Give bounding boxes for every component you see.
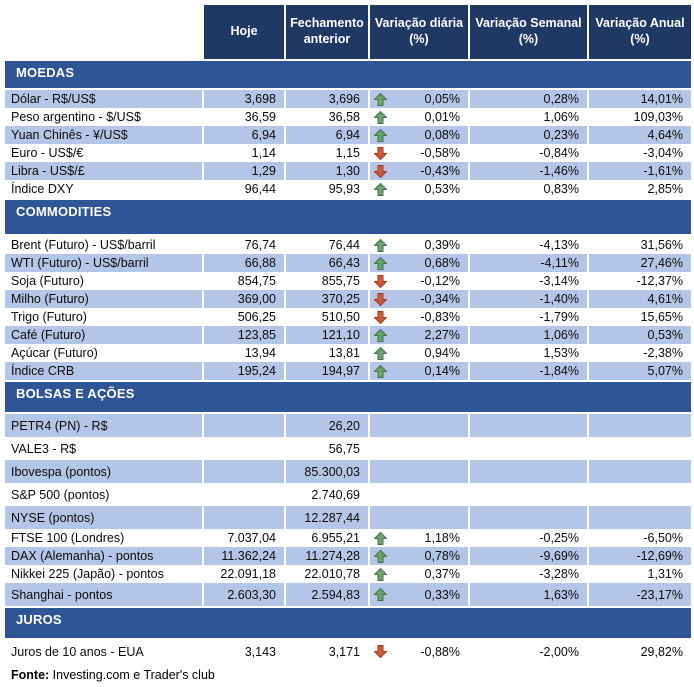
arrow-up-icon bbox=[373, 567, 389, 582]
source-text: Investing.com e Trader's club bbox=[52, 668, 215, 682]
variacao-diaria-cell bbox=[370, 529, 468, 547]
arrow-placeholder bbox=[373, 487, 389, 502]
section-title: MOEDAS bbox=[16, 65, 75, 80]
arrow-up-icon bbox=[373, 328, 389, 343]
arrow-up-icon bbox=[373, 364, 389, 379]
arrow-up-icon bbox=[373, 346, 389, 361]
hoje-cell: 123,85 bbox=[204, 326, 284, 344]
row-label-cell: Nikkei 225 (Japão) - pontos bbox=[11, 567, 164, 581]
variacao-semanal-cell bbox=[470, 483, 587, 506]
row-label-cell: Trigo (Futuro) bbox=[11, 310, 87, 324]
variacao-anual-cell: -6,50% bbox=[643, 531, 683, 545]
fechamento-anterior-cell: 95,93 bbox=[328, 182, 360, 196]
arrow-up-icon bbox=[373, 238, 389, 253]
variacao-anual-cell: 14,01% bbox=[589, 90, 691, 108]
section-header-commodities bbox=[5, 200, 691, 234]
row-label-cell: Dólar - R$/US$ bbox=[5, 90, 202, 108]
table-row bbox=[5, 547, 694, 565]
variacao-semanal-cell: -4,11% bbox=[470, 254, 587, 272]
variacao-semanal-cell: 0,83% bbox=[543, 182, 579, 196]
table-row bbox=[5, 565, 694, 583]
hoje-cell bbox=[204, 460, 284, 483]
row-label-cell: PETR4 (PN) - R$ bbox=[5, 414, 202, 437]
hoje-cell: 66,88 bbox=[204, 254, 284, 272]
table-row bbox=[5, 308, 694, 326]
fechamento-anterior-cell: 3,171 bbox=[328, 644, 360, 659]
hoje-cell: 3,698 bbox=[204, 90, 284, 108]
row-label-cell: Euro - US$/€ bbox=[11, 146, 84, 160]
row-label-cell: VALE3 - R$ bbox=[11, 441, 77, 456]
hoje-cell: 1,14 bbox=[251, 146, 276, 160]
table-row bbox=[5, 236, 694, 254]
fechamento-anterior-cell: 6.955,21 bbox=[311, 531, 360, 545]
header-corner-spacer bbox=[5, 5, 202, 59]
variacao-diaria-cell bbox=[370, 290, 468, 308]
arrow-up-icon bbox=[373, 531, 389, 546]
hoje-cell: 76,74 bbox=[244, 238, 276, 252]
column-header-fechamento-anterior: Fechamento anterior bbox=[286, 5, 368, 59]
table-row bbox=[5, 529, 694, 547]
variacao-anual-cell: 15,65% bbox=[640, 310, 683, 324]
fechamento-anterior-cell: 510,50 bbox=[321, 310, 360, 324]
column-header-variacao-anual: Variação Anual (%) bbox=[589, 5, 691, 59]
arrow-down-icon bbox=[373, 644, 389, 659]
variacao-diaria-cell bbox=[370, 483, 468, 506]
row-label-cell: Juros de 10 anos - EUA bbox=[11, 644, 144, 659]
source-label: Fonte: bbox=[11, 668, 50, 682]
fechamento-anterior-cell: 1,30 bbox=[286, 162, 368, 180]
fechamento-anterior-cell: 66,43 bbox=[286, 254, 368, 272]
arrow-down-icon bbox=[373, 292, 389, 307]
table-row bbox=[5, 126, 694, 144]
variacao-diaria-cell bbox=[370, 565, 468, 583]
row-label-cell: DAX (Alemanha) - pontos bbox=[5, 547, 202, 565]
variacao-semanal-cell: 1,63% bbox=[470, 583, 587, 606]
hoje-cell: 7.037,04 bbox=[227, 531, 276, 545]
variacao-diaria-value: 2,27% bbox=[424, 328, 460, 342]
variacao-diaria-value: -0,12% bbox=[420, 274, 460, 288]
section-header-juros bbox=[5, 608, 691, 638]
column-header-variacao-semanal: Variação Semanal (%) bbox=[470, 5, 587, 59]
fechamento-anterior-cell: 3,696 bbox=[286, 90, 368, 108]
arrow-down-icon bbox=[373, 274, 389, 289]
fechamento-anterior-cell: 11.274,28 bbox=[286, 547, 368, 565]
variacao-diaria-cell bbox=[370, 362, 468, 380]
row-label-cell: Índice DXY bbox=[11, 182, 74, 196]
arrow-down-icon bbox=[373, 146, 389, 161]
row-label-cell: Brent (Futuro) - US$/barril bbox=[11, 238, 156, 252]
hoje-cell: 195,24 bbox=[204, 362, 284, 380]
variacao-semanal-cell: -4,13% bbox=[539, 238, 579, 252]
arrow-down-icon bbox=[373, 164, 389, 179]
variacao-diaria-cell bbox=[370, 90, 468, 108]
hoje-cell: 6,94 bbox=[204, 126, 284, 144]
variacao-semanal-cell: -1,84% bbox=[470, 362, 587, 380]
row-label-cell: Milho (Futuro) bbox=[5, 290, 202, 308]
fechamento-anterior-cell: 1,15 bbox=[335, 146, 360, 160]
table-row bbox=[5, 144, 694, 162]
table-body bbox=[5, 61, 694, 663]
variacao-diaria-cell bbox=[370, 344, 468, 362]
hoje-cell bbox=[204, 483, 284, 506]
hoje-cell: 11.362,24 bbox=[204, 547, 284, 565]
hoje-cell: 36,59 bbox=[244, 110, 276, 124]
variacao-diaria-cell bbox=[370, 254, 468, 272]
variacao-anual-cell bbox=[589, 437, 691, 460]
variacao-diaria-value: 0,05% bbox=[424, 92, 460, 106]
section-title: BOLSAS E AÇÕES bbox=[16, 386, 135, 401]
variacao-semanal-cell bbox=[470, 414, 587, 437]
variacao-diaria-value: -0,88% bbox=[420, 644, 460, 659]
arrow-up-icon bbox=[373, 182, 389, 197]
variacao-anual-cell: -12,69% bbox=[589, 547, 691, 565]
variacao-diaria-value: 0,37% bbox=[424, 567, 460, 581]
fechamento-anterior-cell: 56,75 bbox=[328, 441, 360, 456]
variacao-anual-cell: 4,61% bbox=[589, 290, 691, 308]
hoje-cell: 1,29 bbox=[204, 162, 284, 180]
variacao-anual-cell: 0,53% bbox=[589, 326, 691, 344]
fechamento-anterior-cell: 2.594,83 bbox=[286, 583, 368, 606]
variacao-anual-cell: 5,07% bbox=[589, 362, 691, 380]
variacao-anual-cell: -1,61% bbox=[589, 162, 691, 180]
variacao-semanal-cell: 0,23% bbox=[470, 126, 587, 144]
row-label-cell: Shanghai - pontos bbox=[5, 583, 202, 606]
fechamento-anterior-cell: 2.740,69 bbox=[311, 487, 360, 502]
fechamento-anterior-cell: 6,94 bbox=[286, 126, 368, 144]
row-label-cell: WTI (Futuro) - US$/barril bbox=[5, 254, 202, 272]
variacao-anual-cell: 109,03% bbox=[633, 110, 683, 124]
variacao-anual-cell: 4,64% bbox=[589, 126, 691, 144]
table-row bbox=[5, 254, 694, 272]
arrow-placeholder bbox=[373, 464, 389, 479]
fechamento-anterior-cell: 76,44 bbox=[328, 238, 360, 252]
fechamento-anterior-cell: 13,81 bbox=[328, 346, 360, 360]
table-row bbox=[5, 326, 694, 344]
row-label-cell: Libra - US$/£ bbox=[5, 162, 202, 180]
variacao-diaria-cell bbox=[370, 180, 468, 198]
variacao-diaria-value: 0,08% bbox=[424, 128, 460, 142]
variacao-diaria-value: 1,18% bbox=[424, 531, 460, 545]
hoje-cell: 3,143 bbox=[244, 644, 276, 659]
arrow-up-icon bbox=[373, 587, 389, 602]
table-row bbox=[5, 108, 694, 126]
variacao-anual-cell bbox=[589, 414, 691, 437]
variacao-diaria-cell bbox=[370, 108, 468, 126]
fechamento-anterior-cell: 12.287,44 bbox=[286, 506, 368, 529]
row-label-cell: Ibovespa (pontos) bbox=[5, 460, 202, 483]
table-row bbox=[5, 90, 694, 108]
section-header-bolsas-e-acoes bbox=[5, 382, 691, 412]
variacao-diaria-cell bbox=[370, 144, 468, 162]
arrow-placeholder bbox=[373, 441, 389, 456]
column-header-variacao-diaria: Variação diária (%) bbox=[370, 5, 468, 59]
hoje-cell bbox=[204, 506, 284, 529]
table-row bbox=[5, 162, 694, 180]
variacao-diaria-cell bbox=[370, 236, 468, 254]
row-label-cell: NYSE (pontos) bbox=[5, 506, 202, 529]
variacao-semanal-cell: -0,84% bbox=[539, 146, 579, 160]
source-note bbox=[5, 668, 694, 682]
table-row bbox=[5, 344, 694, 362]
variacao-semanal-cell bbox=[470, 437, 587, 460]
variacao-semanal-cell: 1,06% bbox=[470, 326, 587, 344]
hoje-cell: 506,25 bbox=[237, 310, 276, 324]
hoje-cell: 854,75 bbox=[237, 274, 276, 288]
table-row bbox=[5, 506, 694, 529]
variacao-diaria-cell bbox=[370, 583, 468, 606]
variacao-anual-cell: -12,37% bbox=[636, 274, 683, 288]
fechamento-anterior-cell: 194,97 bbox=[286, 362, 368, 380]
variacao-diaria-cell bbox=[370, 126, 468, 144]
variacao-semanal-cell: -3,28% bbox=[539, 567, 579, 581]
row-label-cell: FTSE 100 (Londres) bbox=[11, 531, 125, 545]
variacao-semanal-cell: 1,53% bbox=[543, 346, 579, 360]
variacao-semanal-cell: -3,14% bbox=[539, 274, 579, 288]
fechamento-anterior-cell: 855,75 bbox=[321, 274, 360, 288]
arrow-up-icon bbox=[373, 549, 389, 564]
arrow-placeholder bbox=[373, 510, 389, 525]
variacao-semanal-cell: -1,46% bbox=[470, 162, 587, 180]
variacao-anual-cell bbox=[589, 506, 691, 529]
row-label-cell: Soja (Futuro) bbox=[11, 274, 84, 288]
table-row bbox=[5, 437, 694, 460]
arrow-up-icon bbox=[373, 128, 389, 143]
variacao-diaria-value: 0,53% bbox=[424, 182, 460, 196]
variacao-anual-cell: -23,17% bbox=[589, 583, 691, 606]
row-label-cell: Açúcar (Futuro) bbox=[11, 346, 98, 360]
hoje-cell: 22.091,18 bbox=[220, 567, 276, 581]
arrow-up-icon bbox=[373, 110, 389, 125]
variacao-semanal-cell bbox=[470, 506, 587, 529]
variacao-semanal-cell: -2,00% bbox=[539, 644, 579, 659]
variacao-diaria-value: 0,01% bbox=[424, 110, 460, 124]
section-title: COMMODITIES bbox=[16, 204, 112, 219]
fechamento-anterior-cell: 121,10 bbox=[286, 326, 368, 344]
fechamento-anterior-cell: 26,20 bbox=[286, 414, 368, 437]
variacao-diaria-value: -0,58% bbox=[420, 146, 460, 160]
variacao-diaria-value: -0,83% bbox=[420, 310, 460, 324]
variacao-anual-cell: 31,56% bbox=[640, 238, 683, 252]
table-row bbox=[5, 640, 694, 663]
variacao-diaria-value: 0,68% bbox=[424, 256, 460, 270]
section-header-moedas bbox=[5, 61, 691, 88]
section-title: JUROS bbox=[16, 612, 62, 627]
variacao-anual-cell bbox=[589, 460, 691, 483]
variacao-diaria-cell bbox=[370, 437, 468, 460]
row-label-cell: Índice CRB bbox=[5, 362, 202, 380]
table-header-row bbox=[5, 5, 694, 59]
variacao-semanal-cell: 1,06% bbox=[543, 110, 579, 124]
variacao-semanal-cell: -0,25% bbox=[539, 531, 579, 545]
arrow-up-icon bbox=[373, 92, 389, 107]
hoje-cell: 369,00 bbox=[204, 290, 284, 308]
fechamento-anterior-cell: 36,58 bbox=[328, 110, 360, 124]
variacao-anual-cell: 2,85% bbox=[647, 182, 683, 196]
row-label-cell: S&P 500 (pontos) bbox=[11, 487, 110, 502]
hoje-cell: 96,44 bbox=[244, 182, 276, 196]
variacao-diaria-value: 0,78% bbox=[424, 549, 460, 563]
variacao-anual-cell: 1,31% bbox=[647, 567, 683, 581]
variacao-semanal-cell: -1,79% bbox=[539, 310, 579, 324]
row-label-cell: Yuan Chinês - ¥/US$ bbox=[5, 126, 202, 144]
variacao-semanal-cell: 0,28% bbox=[470, 90, 587, 108]
variacao-diaria-value: 0,39% bbox=[424, 238, 460, 252]
variacao-diaria-value: 0,14% bbox=[424, 364, 460, 378]
hoje-cell bbox=[204, 437, 284, 460]
variacao-diaria-value: 0,33% bbox=[424, 587, 460, 602]
hoje-cell: 13,94 bbox=[244, 346, 276, 360]
variacao-semanal-cell: -1,40% bbox=[470, 290, 587, 308]
variacao-diaria-cell bbox=[370, 506, 468, 529]
table-row bbox=[5, 583, 694, 606]
variacao-diaria-cell bbox=[370, 460, 468, 483]
table-row bbox=[5, 362, 694, 380]
variacao-anual-cell: -2,38% bbox=[643, 346, 683, 360]
variacao-diaria-cell bbox=[370, 308, 468, 326]
arrow-placeholder bbox=[373, 418, 389, 433]
fechamento-anterior-cell: 370,25 bbox=[286, 290, 368, 308]
table-row bbox=[5, 483, 694, 506]
variacao-diaria-value: -0,34% bbox=[420, 292, 460, 306]
fechamento-anterior-cell: 22.010,78 bbox=[304, 567, 360, 581]
variacao-semanal-cell bbox=[470, 460, 587, 483]
fechamento-anterior-cell: 85.300,03 bbox=[286, 460, 368, 483]
variacao-anual-cell bbox=[589, 483, 691, 506]
variacao-diaria-cell bbox=[370, 162, 468, 180]
arrow-up-icon bbox=[373, 256, 389, 271]
table-row bbox=[5, 460, 694, 483]
variacao-diaria-cell bbox=[370, 272, 468, 290]
variacao-diaria-value: -0,43% bbox=[420, 164, 460, 178]
arrow-down-icon bbox=[373, 310, 389, 325]
variacao-diaria-cell bbox=[370, 414, 468, 437]
table-row bbox=[5, 414, 694, 437]
hoje-cell bbox=[204, 414, 284, 437]
variacao-anual-cell: 27,46% bbox=[589, 254, 691, 272]
variacao-diaria-cell bbox=[370, 547, 468, 565]
table-row bbox=[5, 272, 694, 290]
variacao-diaria-cell bbox=[370, 326, 468, 344]
table-row bbox=[5, 290, 694, 308]
variacao-diaria-value: 0,94% bbox=[424, 346, 460, 360]
hoje-cell: 2.603,30 bbox=[204, 583, 284, 606]
row-label-cell: Café (Futuro) bbox=[5, 326, 202, 344]
row-label-cell: Peso argentino - $/US$ bbox=[11, 110, 141, 124]
variacao-diaria-cell bbox=[370, 640, 468, 663]
variacao-anual-cell: 29,82% bbox=[640, 644, 683, 659]
column-header-hoje: Hoje bbox=[204, 5, 284, 59]
variacao-semanal-cell: -9,69% bbox=[470, 547, 587, 565]
table-row bbox=[5, 180, 694, 198]
variacao-anual-cell: -3,04% bbox=[643, 146, 683, 160]
